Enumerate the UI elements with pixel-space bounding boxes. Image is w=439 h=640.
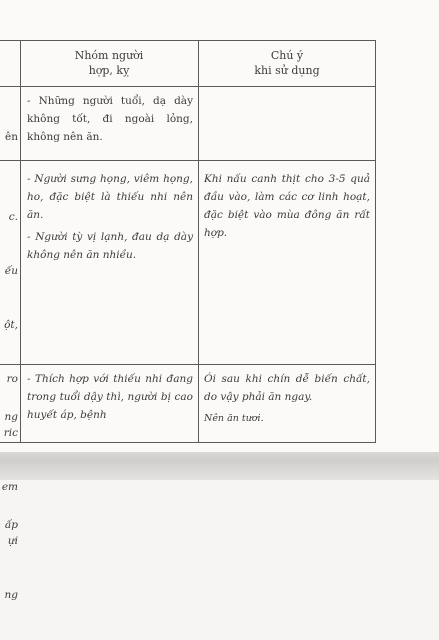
left-fragment: ric bbox=[3, 427, 18, 439]
header-group-line-1: Nhóm người bbox=[74, 49, 144, 62]
left-fragment: ựi bbox=[7, 535, 18, 547]
header-note-line-2: khi sử dụng bbox=[254, 64, 320, 77]
left-fragment: ng bbox=[4, 411, 18, 423]
row3-note-paragraph-1: Ói sau khi chín dễ biến chất, do vậy phải ăn ngay. bbox=[204, 373, 370, 403]
row2-note-cell bbox=[204, 170, 370, 246]
row2-group-paragraph-2: - Người tỳ vị lạnh, đau dạ dày không nên ăn nhiều. bbox=[27, 231, 193, 261]
row2-group-paragraph-1: - Người sưng họng, viêm họng, ho, đặc biệt là thiếu nhi nên ăn. bbox=[27, 173, 193, 221]
left-fragment: ro bbox=[6, 373, 18, 385]
header-bottom-border bbox=[0, 86, 376, 87]
left-fragment: ếu bbox=[4, 265, 18, 277]
column-divider-middle bbox=[198, 40, 199, 442]
left-fragment: ng bbox=[4, 589, 18, 601]
left-fragment: c. bbox=[8, 211, 18, 223]
page-edge-shadow bbox=[0, 452, 439, 480]
table-bottom-border bbox=[0, 442, 376, 443]
row1-bottom-border bbox=[0, 160, 376, 161]
left-fragment: ột, bbox=[4, 319, 18, 331]
row3-note-cell bbox=[204, 370, 370, 432]
row1-group-paragraph: - Những người tuổi, dạ dày không tốt, đi ngoài lỏng, không nên ăn. bbox=[27, 95, 193, 143]
row2-group-cell bbox=[27, 170, 193, 268]
left-fragment: em bbox=[1, 481, 18, 493]
table-right-border bbox=[375, 40, 376, 442]
row3-group-cell bbox=[27, 370, 193, 440]
left-fragment: ấp bbox=[4, 519, 18, 531]
header-note-line-1: Chú ý bbox=[270, 49, 304, 62]
header-cell-note bbox=[202, 48, 372, 78]
row3-group-paragraph: - Thích hợp với thiếu nhi đang trong tuổi dậy thì, người bị cao huyết áp, bệnh bbox=[27, 373, 193, 421]
header-group-line-2: hợp, kỵ bbox=[88, 64, 130, 77]
row1-group-cell bbox=[27, 92, 193, 150]
left-fragment: ên bbox=[5, 131, 18, 143]
row2-note-paragraph: Khi nấu canh thịt cho 3-5 quả đầu vào, làm các cơ linh hoạt, đặc biệt vào mùa đông ăn rất hợp. bbox=[204, 173, 370, 239]
left-column-row1 bbox=[0, 92, 18, 182]
row3-note-paragraph-2: Nên ăn tươi. bbox=[204, 413, 264, 424]
row2-bottom-border bbox=[0, 364, 376, 365]
table-top-border bbox=[0, 40, 376, 41]
header-cell-group bbox=[24, 48, 194, 78]
column-divider-left bbox=[20, 40, 21, 442]
